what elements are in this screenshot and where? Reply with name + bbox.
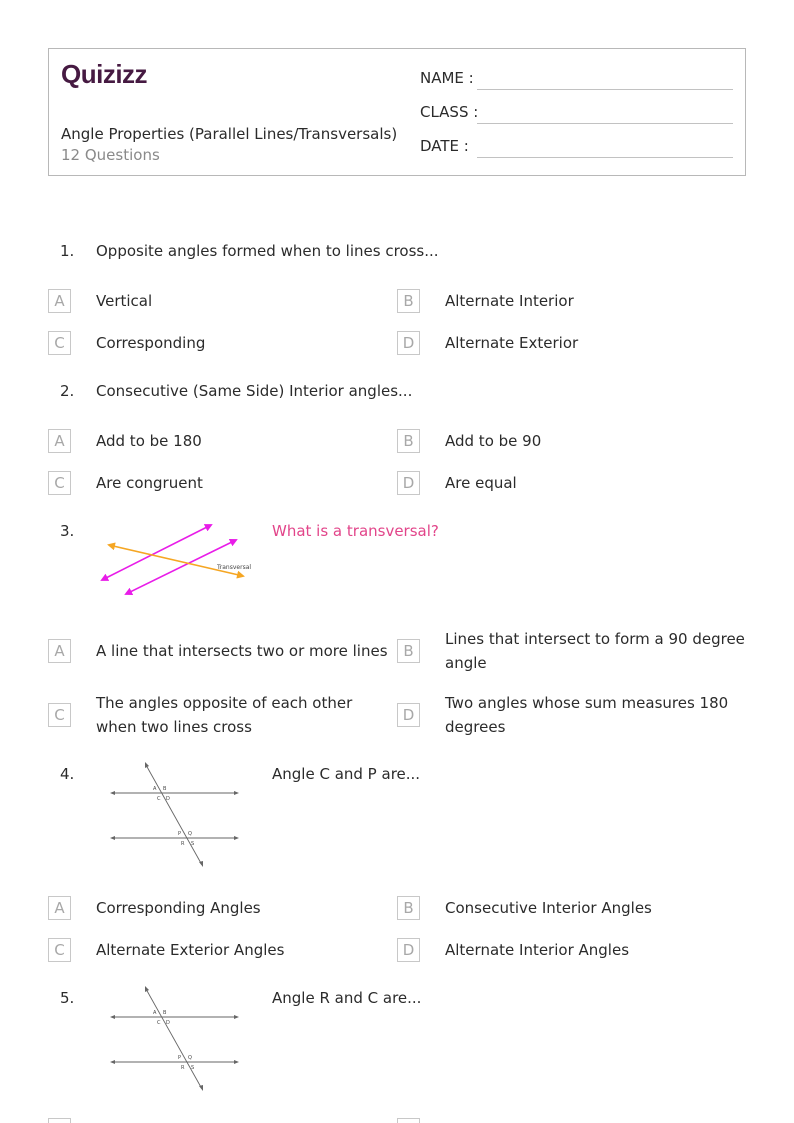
- worksheet-header: [48, 48, 746, 176]
- question-1-option-b[interactable]: Alternate Interior: [445, 292, 574, 310]
- question-1-text: Opposite angles formed when to lines cross...: [96, 242, 439, 260]
- question-5-option-b-letter[interactable]: [397, 1118, 420, 1123]
- question-3-option-b[interactable]: Lines that intersect to form a 90 degree angle: [445, 630, 745, 672]
- label-a: A: [153, 1010, 157, 1016]
- quizizz-logo: Quizizz: [61, 59, 148, 89]
- transversal-line: [146, 765, 202, 865]
- transversal-line: [146, 989, 202, 1089]
- label-c: C: [157, 1020, 161, 1026]
- question-3-option-d[interactable]: Two angles whose sum measures 180 degrees: [445, 694, 729, 736]
- question-2-option-c-letter[interactable]: C: [48, 471, 71, 495]
- question-4-option-b-letter[interactable]: B: [397, 896, 420, 920]
- question-2-option-c[interactable]: Are congruent: [96, 474, 203, 492]
- date-label: DATE :: [420, 137, 469, 155]
- question-4-number: 4.: [60, 765, 75, 783]
- question-3-number: 3.: [60, 522, 75, 540]
- question-4-option-b[interactable]: Consecutive Interior Angles: [445, 899, 652, 917]
- question-3-text: What is a transversal?: [272, 522, 439, 540]
- question-2-number: 2.: [60, 382, 75, 400]
- question-3-option-d-letter[interactable]: D: [397, 703, 420, 727]
- question-2-option-b-letter[interactable]: B: [397, 429, 420, 453]
- question-2-option-b[interactable]: Add to be 90: [445, 432, 542, 450]
- question-1-option-c-letter[interactable]: C: [48, 331, 71, 355]
- transversal-diagram: [96, 516, 256, 600]
- question-5-text: Angle R and C are...: [272, 989, 422, 1007]
- question-count: 12 Questions: [61, 146, 160, 164]
- question-4-option-a[interactable]: Corresponding Angles: [96, 899, 261, 917]
- question-2-option-a[interactable]: Add to be 180: [96, 432, 202, 450]
- question-3-option-c-letter[interactable]: C: [48, 703, 71, 727]
- question-1-option-d-letter[interactable]: D: [397, 331, 420, 355]
- question-4-option-d-letter[interactable]: D: [397, 938, 420, 962]
- question-1-option-c[interactable]: Corresponding: [96, 334, 206, 352]
- label-s: S: [191, 841, 195, 847]
- worksheet-title: Angle Properties (Parallel Lines/Transversals): [61, 125, 398, 143]
- class-line[interactable]: [477, 123, 733, 124]
- question-3-option-b-letter[interactable]: B: [397, 639, 420, 663]
- label-d: D: [166, 796, 170, 802]
- question-1-option-d[interactable]: Alternate Exterior: [445, 334, 579, 352]
- question-4-option-c-letter[interactable]: C: [48, 938, 71, 962]
- date-line[interactable]: [477, 157, 733, 158]
- label-c: C: [157, 796, 161, 802]
- label-b: B: [163, 786, 167, 792]
- question-2-text: Consecutive (Same Side) Interior angles...: [96, 382, 413, 400]
- question-2-option-a-letter[interactable]: A: [48, 429, 71, 453]
- name-line[interactable]: [477, 89, 733, 90]
- name-label: NAME :: [420, 69, 474, 87]
- label-p: P: [178, 831, 182, 837]
- question-1-number: 1.: [60, 242, 75, 260]
- question-1-option-b-letter[interactable]: B: [397, 289, 420, 313]
- label-q: Q: [188, 831, 192, 837]
- transversal-label: Transversal: [217, 564, 252, 571]
- question-3-option-a[interactable]: A line that intersects two or more lines: [96, 642, 388, 660]
- question-2-option-d[interactable]: Are equal: [445, 474, 517, 492]
- question-5-number: 5.: [60, 989, 75, 1007]
- label-b: B: [163, 1010, 167, 1016]
- parallel-lines-diagram-q5: [110, 984, 240, 1092]
- question-5-option-a-letter[interactable]: [48, 1118, 71, 1123]
- parallel-line-1: [102, 525, 211, 580]
- question-4-option-a-letter[interactable]: A: [48, 896, 71, 920]
- parallel-lines-diagram-q4: [110, 760, 240, 868]
- question-3-option-c[interactable]: The angles opposite of each other when two lines cross: [96, 694, 353, 736]
- question-1-option-a-letter[interactable]: A: [48, 289, 71, 313]
- label-q: Q: [188, 1055, 192, 1061]
- label-r: R: [181, 841, 185, 847]
- question-1-option-a[interactable]: Vertical: [96, 292, 153, 310]
- label-a: A: [153, 786, 157, 792]
- class-label: CLASS :: [420, 103, 479, 121]
- label-p: P: [178, 1055, 182, 1061]
- question-4-option-c[interactable]: Alternate Exterior Angles: [96, 941, 285, 959]
- label-r: R: [181, 1065, 185, 1071]
- question-4-option-d[interactable]: Alternate Interior Angles: [445, 941, 630, 959]
- question-3-option-a-letter[interactable]: A: [48, 639, 71, 663]
- transversal-line: [109, 545, 243, 576]
- question-4-text: Angle C and P are...: [272, 765, 421, 783]
- question-2-option-d-letter[interactable]: D: [397, 471, 420, 495]
- label-d: D: [166, 1020, 170, 1026]
- label-s: S: [191, 1065, 195, 1071]
